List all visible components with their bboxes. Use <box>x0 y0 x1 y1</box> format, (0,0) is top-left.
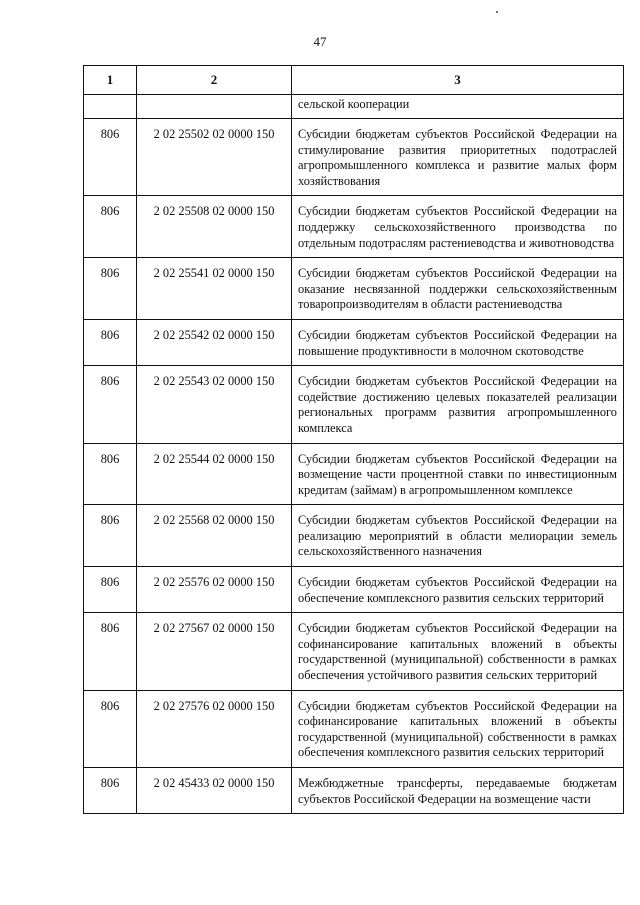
revenue-name-cell: сельской кооперации <box>292 95 624 119</box>
admin-code-cell: 806 <box>84 567 137 613</box>
revenue-name-cell: Субсидии бюджетам субъектов Российской Федерации на поддержку сельскохозяйственного производства по отдельным подотраслям растениеводства и животноводства <box>292 196 624 258</box>
admin-code-cell: 806 <box>84 768 137 814</box>
admin-code-cell <box>84 95 137 119</box>
admin-code-cell: 806 <box>84 690 137 767</box>
admin-code-cell: 806 <box>84 258 137 320</box>
table-row <box>84 768 624 814</box>
revenue-name-cell: Субсидии бюджетам субъектов Российской Федерации на обеспечение комплексного развития сельских территорий <box>292 567 624 613</box>
table-row <box>84 366 624 443</box>
revenue-name-cell: Субсидии бюджетам субъектов Российской Федерации на софинансирование капитальных вложений в объекты государственной (муниципальной) собственности в рамках обеспечения комплексного развития сельских территорий <box>292 690 624 767</box>
budget-code-cell: 2 02 25502 02 0000 150 <box>137 119 292 196</box>
admin-code-cell: 806 <box>84 319 137 365</box>
admin-code-cell: 806 <box>84 119 137 196</box>
budget-code-cell: 2 02 25542 02 0000 150 <box>137 319 292 365</box>
table-row <box>84 690 624 767</box>
table-row <box>84 567 624 613</box>
table-row <box>84 505 624 567</box>
table-row <box>84 196 624 258</box>
table-row <box>84 119 624 196</box>
table-header-row <box>84 66 624 95</box>
column-header-2: 2 <box>137 66 292 95</box>
revenue-name-cell: Субсидии бюджетам субъектов Российской Федерации на возмещение части процентной ставки по инвестиционным кредитам (займам) в агропромышленном комплексе <box>292 443 624 505</box>
revenue-name-cell: Субсидии бюджетам субъектов Российской Федерации на реализацию мероприятий в области мелиорации земель сельскохозяйственного назначения <box>292 505 624 567</box>
revenue-name-cell: Субсидии бюджетам субъектов Российской Федерации на оказание несвязанной поддержки сельскохозяйственным товаропроизводителям в области растениеводства <box>292 258 624 320</box>
table-row-continuation <box>84 95 624 119</box>
budget-code-cell: 2 02 45433 02 0000 150 <box>137 768 292 814</box>
budget-code-cell: 2 02 25576 02 0000 150 <box>137 567 292 613</box>
budget-classification-table <box>83 65 624 814</box>
scan-dot <box>496 11 498 13</box>
admin-code-cell: 806 <box>84 443 137 505</box>
revenue-name-cell: Субсидии бюджетам субъектов Российской Федерации на повышение продуктивности в молочном скотоводстве <box>292 319 624 365</box>
revenue-name-cell: Межбюджетные трансферты, передаваемые бюджетам субъектов Российской Федерации на возмещение части <box>292 768 624 814</box>
budget-code-cell: 2 02 25543 02 0000 150 <box>137 366 292 443</box>
budget-code-cell: 2 02 27576 02 0000 150 <box>137 690 292 767</box>
column-header-1: 1 <box>84 66 137 95</box>
budget-code-cell: 2 02 27567 02 0000 150 <box>137 613 292 690</box>
budget-code-cell: 2 02 25568 02 0000 150 <box>137 505 292 567</box>
table-row <box>84 613 624 690</box>
admin-code-cell: 806 <box>84 505 137 567</box>
revenue-name-cell: Субсидии бюджетам субъектов Российской Федерации на содействие достижению целевых показателей реализации региональных программ развития агропромышленного комплекса <box>292 366 624 443</box>
budget-code-cell <box>137 95 292 119</box>
admin-code-cell: 806 <box>84 366 137 443</box>
revenue-name-cell: Субсидии бюджетам субъектов Российской Федерации на стимулирование развития приоритетных подотраслей агропромышленного комплекса и развитие малых форм хозяйствования <box>292 119 624 196</box>
table-row <box>84 443 624 505</box>
revenue-name-cell: Субсидии бюджетам субъектов Российской Федерации на софинансирование капитальных вложений в объекты государственной (муниципальной) собственности в рамках обеспечения устойчивого развития сельских территорий <box>292 613 624 690</box>
admin-code-cell: 806 <box>84 613 137 690</box>
admin-code-cell: 806 <box>84 196 137 258</box>
budget-code-cell: 2 02 25508 02 0000 150 <box>137 196 292 258</box>
table-row <box>84 319 624 365</box>
page-number: 47 <box>313 34 327 49</box>
table-row <box>84 258 624 320</box>
budget-code-cell: 2 02 25541 02 0000 150 <box>137 258 292 320</box>
column-header-3: 3 <box>292 66 624 95</box>
budget-code-cell: 2 02 25544 02 0000 150 <box>137 443 292 505</box>
